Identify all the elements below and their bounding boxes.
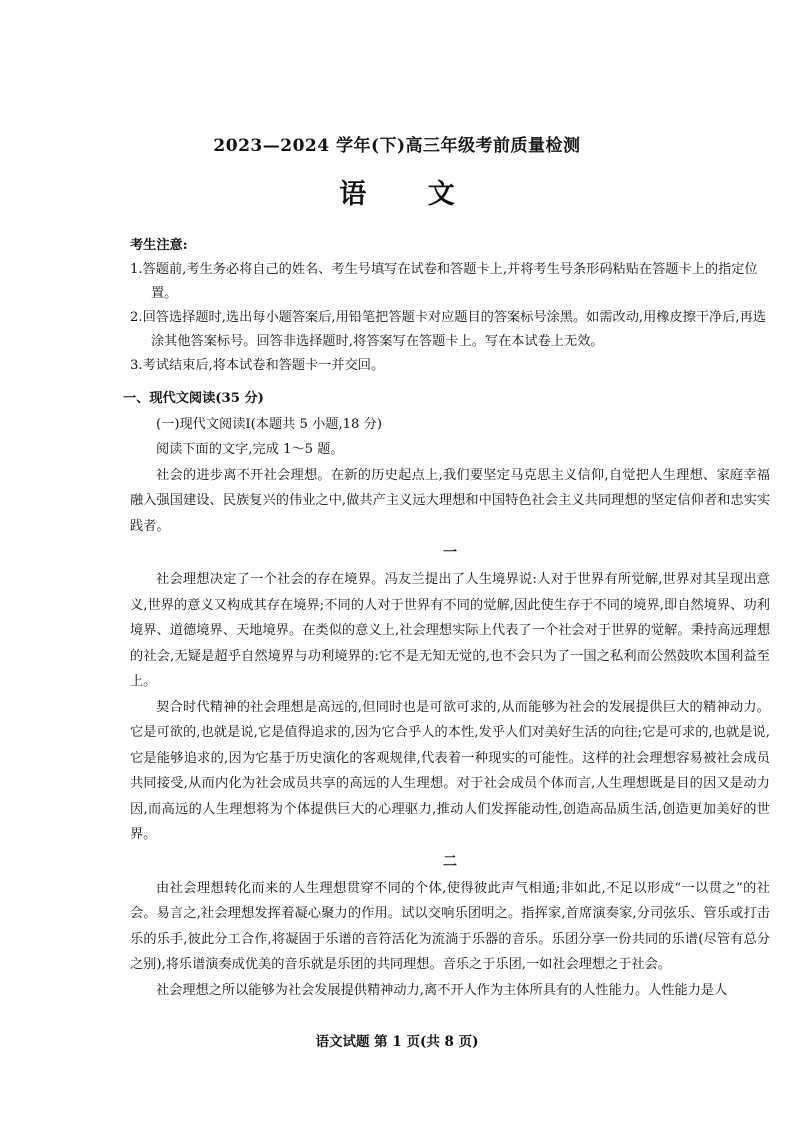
section-heading: 一、现代文阅读(35 分): [123, 391, 264, 406]
candidate-notice: [130, 234, 770, 378]
body-paragraph: 社会理想决定了一个社会的存在境界。冯友兰提出了人生境界说:人对于世界有所觉解,世界对其呈现出意义,世界的意义又构成其存在境界;不同的人对于世界有不同的觉解,因此使生存于不同的境界,即自然境界、功利境界、道德境界、天地境界。在类似的意义上,社会理想实际上代表了一个社会对于世界的觉解。秉持高远理想的社会,无疑是超乎自然境界与功利境界的:它不是无知无觉的,也不会只为了一国之私利而公然鼓吹本国利益至上。: [130, 572, 770, 689]
intro-paragraph: 社会的进步离不开社会理想。在新的历史起点上,我们要坚定马克思主义信仰,自觉把人生理想、家庭幸福融入强国建设、民族复兴的伟业之中,做共产主义远大理想和中国特色社会主义共同理想的坚定信仰者和忠实实践者。: [130, 467, 770, 534]
body-paragraph: 社会理想之所以能够为社会发展提供精神动力,离不开人作为主体所具有的人性能力。人性能力是人: [156, 982, 728, 998]
exam-title: 2023—2024 学年(下)高三年级考前质量检测: [213, 136, 581, 156]
notice-item: 1.答题前,考生务必将自己的姓名、考生号填写在试卷和答题卡上,并将考生号条形码粘贴在答题卡上的指定位置。: [130, 262, 758, 301]
body-paragraph: 由社会理想转化而来的人生理想贯穿不同的个体,使得彼此声气相通;非如此,不足以形成“一以贯之”的社会。易言之,社会理想发挥着凝心聚力的作用。试以交响乐团明之。指挥家,首席演奏家,分司弦乐、管乐或打击乐的乐手,彼此分工合作,将凝固于乐谱的音符活化为流淌于乐器的音乐。乐团分享一份共同的乐谱(尽管有总分之别),将乐谱演奏成优美的音乐就是乐团的共同理想。音乐之于乐团,一如社会理想之于社会。: [130, 880, 770, 972]
part-two-mark: 二: [443, 853, 457, 870]
section-modern-reading: [123, 386, 770, 1003]
part-one-mark: 一: [443, 545, 457, 561]
body-paragraph: 契合时代精神的社会理想是高远的,但同时也是可欲可求的,从而能够为社会的发展提供巨大的精神动力。它是可欲的,也就是说,它是值得追求的,因为它合乎人的本性,发乎人们对美好生活的向往;它是可求的,也就是说,它是能够追求的,因为它基于历史演化的客观规律,代表着一种现实的可能性。这样的社会理想容易被社会成员共同接受,从而内化为社会成员共享的高远的人生理想。对于社会成员个体而言,人生理想既是目的因又是动力因,而高远的人生理想将为个体提供巨大的心理驱力,推动人们发挥能动性,创造高品质生活,创造更加美好的世界。: [130, 699, 770, 842]
notice-heading: 考生注意:: [130, 238, 188, 253]
page-footer: 语文试题 第 1 页(共 8 页): [315, 1034, 479, 1050]
reading-instruction: 阅读下面的文字,完成 1～5 题。: [156, 442, 344, 457]
subject-title: 语 文: [339, 179, 481, 210]
notice-item: 2.回答选择题时,选出每小题答案后,用铅笔把答题卡对应题目的答案标号涂黑。如需改动,用橡皮擦干净后,再选涂其他答案标号。回答非选择题时,将答案写在答题卡上。写在本试卷上无效。: [130, 310, 766, 349]
subsection-heading: (一)现代文阅读Ⅰ(本题共 5 小题,18 分): [156, 416, 382, 432]
notice-item: 3.考试结束后,将本试卷和答题卡一并交回。: [130, 358, 385, 373]
